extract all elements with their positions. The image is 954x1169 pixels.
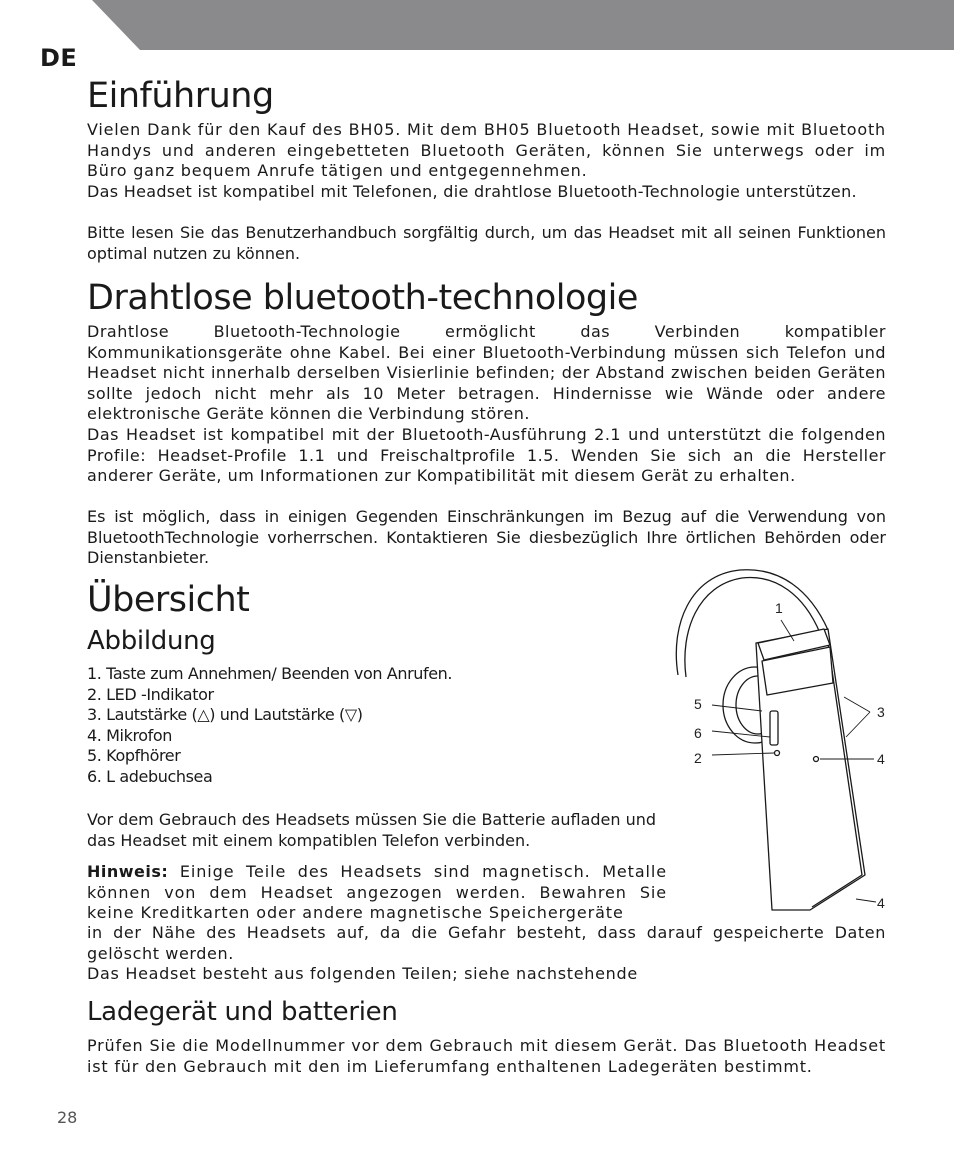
callout-6: 6 [694, 725, 702, 741]
header-bar [0, 0, 954, 50]
callout-2: 2 [694, 750, 702, 766]
headset-figure [670, 565, 900, 925]
note-text: Einige Teile des Headsets sind magnetisch. Metalle können von dem Headset angezogen werden. Bewahren Sie keine Kreditkarten oder andere magnetische Speichergeräte [87, 862, 667, 922]
list-item: 1. Taste zum Annehmen/ Beenden von Anrufen. [87, 664, 453, 683]
header-bar-shape [92, 0, 954, 50]
language-tag: DE [40, 44, 78, 72]
list-item: 5. Kopfhörer [87, 746, 181, 765]
intro-paragraph-3: Bitte lesen Sie das Benutzerhandbuch sorgfältig durch, um das Headset mit all seinen Funktionen optimal nutzen zu können. [87, 223, 886, 263]
intro-paragraph-2: Das Headset ist kompatibel mit Telefonen, die drahtlose Bluetooth-Technologie unterstützen. [87, 182, 857, 201]
intro-paragraph-1: Vielen Dank für den Kauf des BH05. Mit dem BH05 Bluetooth Headset, sowie mit Bluetooth Handys und anderen eingebetteten Bluetooth Geräten, können Sie unterwegs oder im Büro ganz bequem Anrufe tätigen und entgegennehmen. [87, 120, 886, 180]
wireless-paragraph-3: Es ist möglich, dass in einigen Gegenden Einschränkungen im Bezug auf die Verwendung von BluetoothTechnologie vorherrschen. Kontaktieren Sie diesbezüglich Ihre örtlichen Behörden oder Dienstanbieter. [87, 507, 886, 567]
parts-paragraph: Das Headset besteht aus folgenden Teilen; siehe nachstehende [87, 964, 638, 983]
callout-4-bottom: 4 [877, 895, 885, 911]
before-use-paragraph: Vor dem Gebrauch des Headsets müssen Sie die Batterie aufladen und das Headset mit einem kompatiblen Telefon verbinden. [87, 810, 657, 850]
note-label: Hinweis: [87, 862, 169, 881]
figure-subtitle: Abbildung [87, 626, 216, 656]
callout-3: 3 [877, 704, 885, 720]
note-paragraph [87, 862, 667, 924]
callout-1: 1 [775, 600, 783, 616]
charger-paragraph: Prüfen Sie die Modellnummer vor dem Gebrauch mit diesem Gerät. Das Bluetooth Headset ist für den Gebrauch mit den im Lieferumfang enthaltenen Ladegeräten bestimmt. [87, 1036, 886, 1076]
list-item: 4. Mikrofon [87, 725, 173, 745]
page-number: 28 [57, 1108, 78, 1127]
callout-5: 5 [694, 696, 702, 712]
callout-4-microphone: 4 [877, 751, 885, 767]
list-item: 6. L adebuchsea [87, 766, 213, 786]
wireless-paragraph-1: Drahtlose Bluetooth-Technologie ermöglicht das Verbinden kompatibler Kommunikationsgeräte ohne Kabel. Bei einer Bluetooth-Verbindung müssen sich Telefon und Headset nicht innerhalb derselben Visierlinie befinden; der Abstand zwischen beiden Geräten sollte jedoch nicht mehr als 10 Meter betragen. Hindernisse wie Wände oder andere elektronische Geräte können die Verbindung stören. [87, 322, 886, 423]
wireless-title: Drahtlose bluetooth-technologie [87, 278, 638, 318]
headset-illustration [676, 570, 865, 910]
intro-title: Einführung [87, 76, 274, 116]
list-item: 3. Lautstärke (△) und Lautstärke (▽) [87, 705, 363, 724]
parts-list [87, 664, 452, 787]
charger-title: Ladegerät und batterien [87, 997, 398, 1027]
wireless-paragraph-2: Das Headset ist kompatibel mit der Bluetooth-Ausführung 2.1 und unterstützt die folgenden Profile: Headset-Profile 1.1 und Freischaltprofile 1.5. Wenden Sie sich an die Hersteller anderer Geräte, um Informationen zur Kompatibilität mit diesem Gerät zu erhalten. [87, 425, 886, 485]
note-paragraph-continued: in der Nähe des Headsets auf, da die Gefahr besteht, dass darauf gespeicherte Daten gelöscht werden. [87, 923, 886, 963]
list-item: 2. LED -Indikator [87, 684, 214, 704]
overview-title: Übersicht [87, 580, 250, 620]
